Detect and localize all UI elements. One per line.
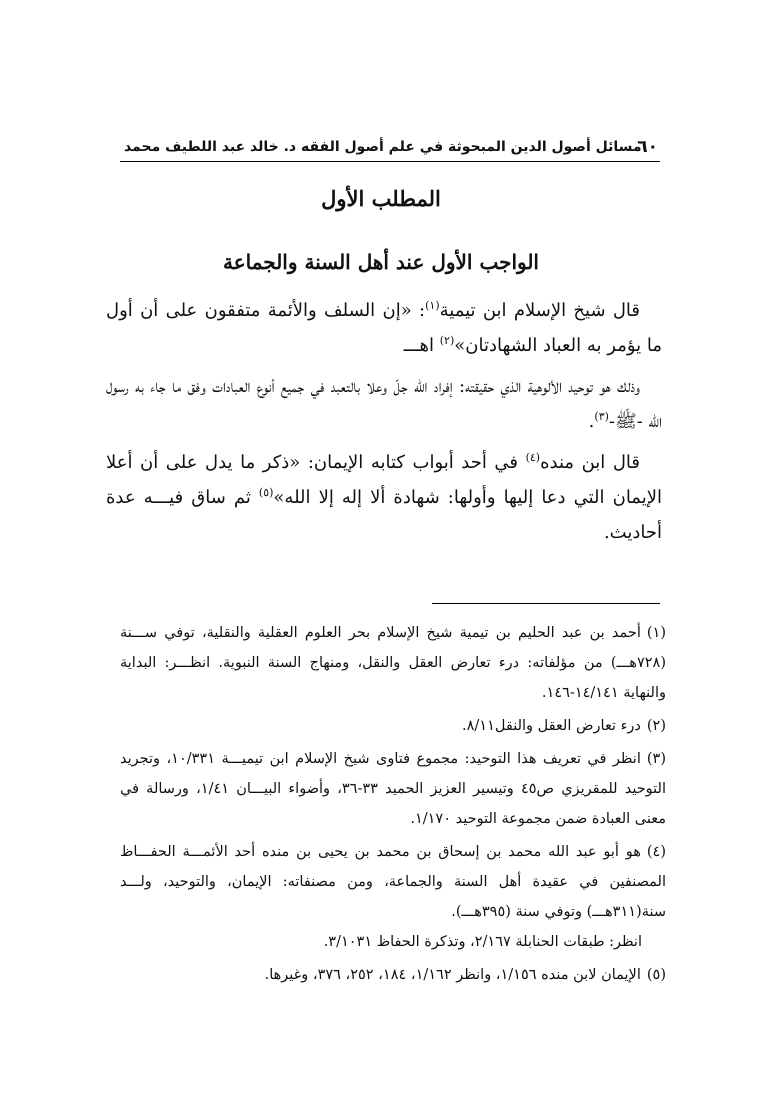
footnote-text: أحمد بن عبد الحليم بن تيمية شيخ الإسلام بحر العلوم العقلية والنقلية، توفي ســـنة (٧٢٨هـــ) من مؤلفاته: درء تعارض العقل والنقل، ومنهاج السنة النبوية. انظـــر: البداية والنهاية ١٤/١٤١-١٤٦. xyxy=(120,625,666,701)
footnote-ref[interactable]: (٢) xyxy=(439,334,455,347)
footnote-text: الإيمان لابن منده ١/١٥٦، وانظر ١/١٦٢، ١٨٤، ٢٥٢، ٣٧٦، وغيرها. xyxy=(264,967,641,983)
footnote-number: (١) xyxy=(646,625,666,641)
running-title: مسائل أصول الدين المبحوثة في علم أصول الفقه د. خالد عبد اللطيف محمد xyxy=(124,139,642,155)
footnote-source: انظر: طبقات الحنابلة ٢/١٦٧، وتذكرة الحفاظ ٣/١٠٣١. xyxy=(323,934,642,950)
footnote xyxy=(120,711,666,741)
footnote xyxy=(120,837,666,957)
footnote xyxy=(120,618,666,708)
section-title: المطلب الأول xyxy=(321,186,441,211)
footnote-text: هو أبو عبد الله محمد بن إسحاق بن محمد بن يحيى بن منده أحد الأئمـــة الحفـــاظ المصنفين في عقيدة أهل السنة والجماعة، ومن مصنفاته: الإيمان، والتوحيد، ولـــد سنة(٣١١هـــ) وتوفي سنة (٣٩٥هـــ). xyxy=(120,844,666,920)
paragraph: قال ابن منده$^{(٤)}$ في أحد أبواب كتابه الإيمان: «ذكر ما يدل على أن أعلا الإيمان التي دعا إليها وأولها: شهادة ألا إله إلا الله»$^{(٥)}$ ثم ساق فيـــه عدة أحاديث. xyxy=(106,451,662,543)
body-text xyxy=(106,293,662,556)
footnote-divider xyxy=(432,603,660,604)
footnote-ref[interactable]: (١) xyxy=(425,299,440,312)
page-header xyxy=(120,133,660,162)
footnote-text: انظر في تعريف هذا التوحيد: مجموع فتاوى شيخ الإسلام ابن تيميـــة ١٠/٣٣١، وتجريد التوحيد للمقريزي ص٤٥ وتيسير العزيز الحميد ٣٣-٣٦، وأضواء البيـــان ١/٤١، ورسالة في معنى العبادة ضمن مجموعة التوحيد ١/١٧٠. xyxy=(120,751,666,827)
footnote-number: (٢) xyxy=(646,718,666,734)
footnotes xyxy=(120,618,666,993)
footnote-number: (٣) xyxy=(646,751,666,767)
footnote xyxy=(120,744,666,834)
page-number: ٦٠ xyxy=(637,137,658,157)
footnote-ref[interactable]: (٣) xyxy=(594,410,609,423)
section-subtitle: الواجب الأول عند أهل السنة والجماعة xyxy=(222,250,539,274)
footnote-text: درء تعارض العقل والنقل٨/١١. xyxy=(462,718,641,734)
footnote-ref[interactable]: (٤) xyxy=(525,451,541,464)
footnote xyxy=(120,960,666,990)
paragraph: قال شيخ الإسلام ابن تيمية$^{(١)}$: «إن السلف والأئمة متفقون على أن أول ما يؤمر به العباد الشهادتان»$^{(٢)}$ اهـــ xyxy=(106,299,662,356)
paragraph: وذلك هو توحيد الألوهية الذي حقيقته: إفراد الله جلّ وعلا بالتعبد في جميع أنوع العبادات وفق ما جاء به رسول الله -ﷺ-$^{(٣)}$. xyxy=(106,376,662,432)
footnote-ref[interactable]: (٥) xyxy=(258,486,274,499)
footnote-number: (٤) xyxy=(646,844,666,860)
footnote-number: (٥) xyxy=(646,967,666,983)
